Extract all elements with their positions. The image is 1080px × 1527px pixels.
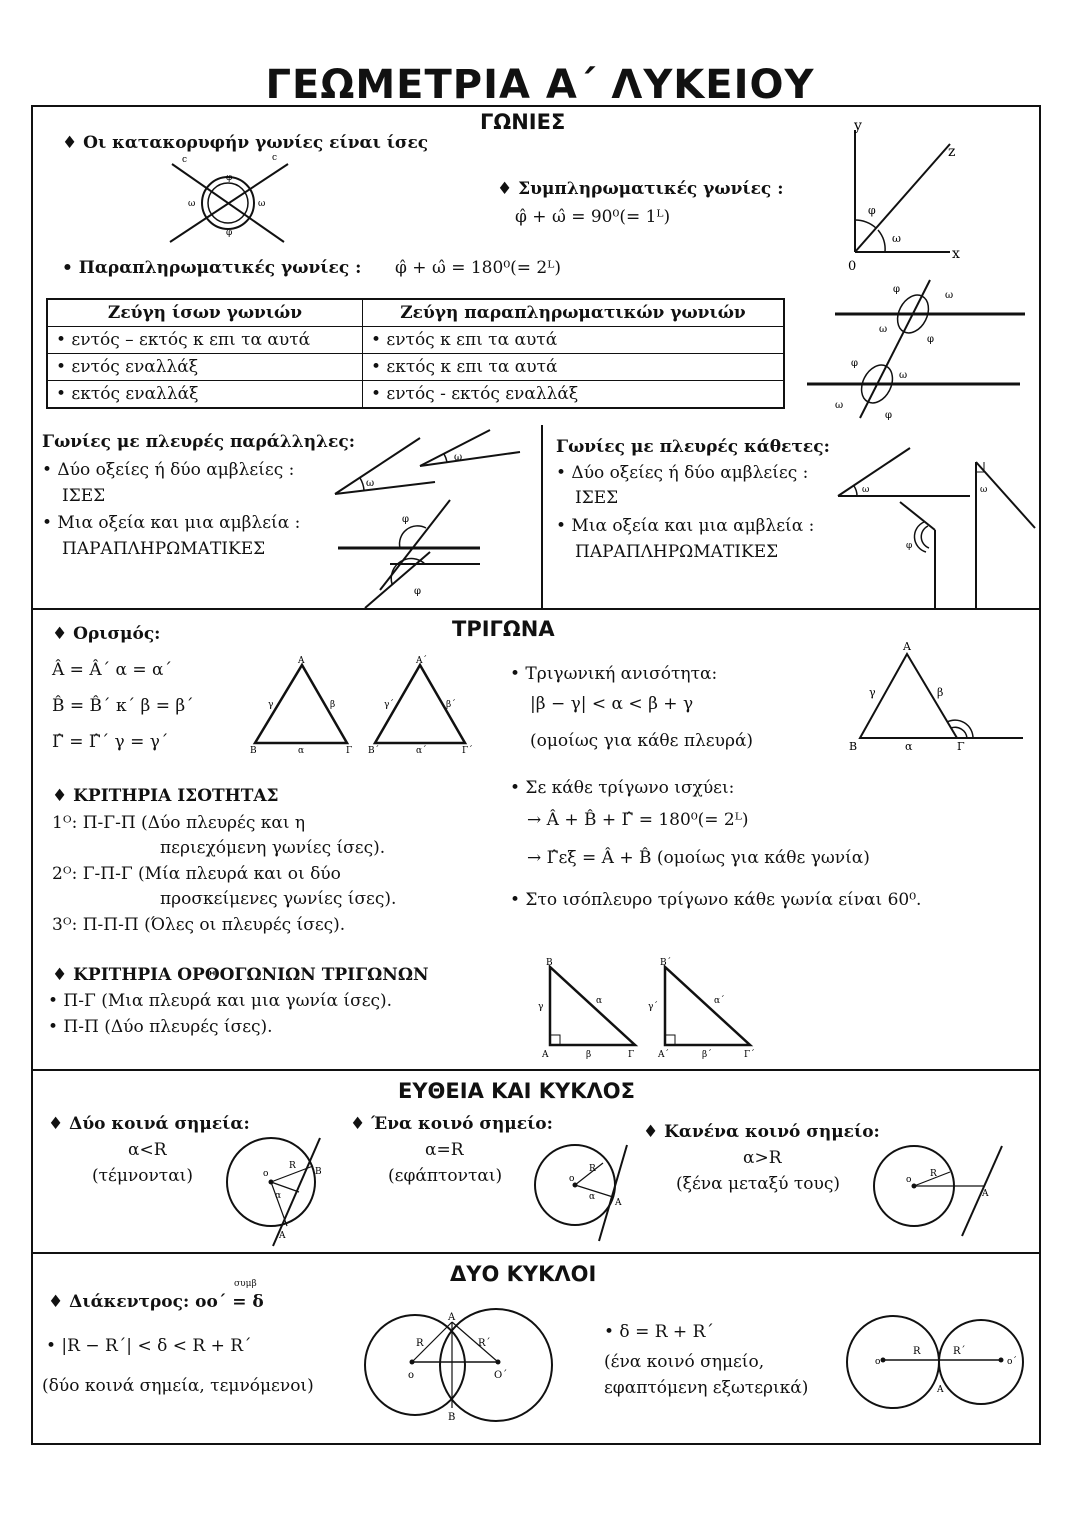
divider-two-circles xyxy=(31,1252,1041,1254)
divider-triangles xyxy=(31,608,1041,610)
svg-text:φ: φ xyxy=(927,334,935,345)
right-triangles-figure xyxy=(530,955,770,1065)
svg-text:φ: φ xyxy=(226,228,233,238)
svg-text:R: R xyxy=(289,1161,296,1171)
svg-text:R: R xyxy=(589,1164,596,1174)
svg-text:Γ: Γ xyxy=(346,746,353,756)
tangent-line-figure xyxy=(527,1135,637,1245)
svg-text:φ: φ xyxy=(402,514,410,525)
svg-text:A: A xyxy=(903,640,911,653)
criteria-line: 2ᴼ: Γ-Π-Γ (Μία πλευρά και οι δύο xyxy=(52,864,341,884)
angle-pairs-table xyxy=(46,298,785,409)
equal-triangles-figure xyxy=(250,655,490,755)
svg-text:B΄: B΄ xyxy=(368,746,380,756)
externally-tangent-circles-figure xyxy=(845,1320,1025,1410)
svg-text:α: α xyxy=(905,740,913,753)
line-circle-heading: ΕΥΘΕΙΑ ΚΑΙ ΚΥΚΛΟΣ xyxy=(398,1079,635,1103)
tangent-circles-note: εφαπτόμενη εξωτερικά) xyxy=(604,1378,809,1398)
svg-text:Γ΄: Γ΄ xyxy=(462,746,473,756)
criteria-line: περιεχόμενη γωνίες ίσες). xyxy=(160,838,386,858)
complementary-text: ♦ Συμπληρωματικές γωνίες : xyxy=(497,179,784,199)
svg-text:φ: φ xyxy=(414,586,422,597)
one-point-label: ♦ Ένα κοινό σημείο: xyxy=(350,1114,553,1134)
svg-text:x: x xyxy=(952,246,960,262)
svg-text:ω: ω xyxy=(892,232,901,245)
svg-text:A: A xyxy=(279,1231,286,1241)
inequality-title: • Τριγωνική ανισότητα: xyxy=(510,664,718,684)
disjoint-line-figure xyxy=(870,1140,1010,1240)
supplementary-formula: φ̂ + ω̂ = 180⁰(= 2ᴸ) xyxy=(395,258,561,278)
parallel-case-2: • Μια οξεία και μια αμβλεία : xyxy=(42,513,301,533)
svg-text:R΄: R΄ xyxy=(953,1346,966,1357)
svg-text:B΄: B΄ xyxy=(660,958,672,968)
perpendicular-sides-figure xyxy=(830,440,1040,608)
table-row xyxy=(47,327,784,354)
right-criteria-title: ♦ ΚΡΙΤΗΡΙΑ ΟΡΘΟΓΩΝΙΩΝ ΤΡΙΓΩΝΩΝ xyxy=(52,965,429,985)
table-cell: • εντός – εκτός κ επι τα αυτά xyxy=(47,327,362,354)
inequality-formula: |β − γ| < α < β + γ xyxy=(530,694,694,714)
two-points-relation: α<R xyxy=(128,1140,167,1160)
one-point-note: (εφάπτονται) xyxy=(388,1166,503,1186)
svg-text:γ: γ xyxy=(268,700,274,710)
svg-text:A΄: A΄ xyxy=(658,1050,669,1060)
criteria-line: 3ᴼ: Π-Π-Π (Όλες οι πλευρές ίσες). xyxy=(52,915,346,935)
criteria-title: ♦ ΚΡΙΤΗΡΙΑ ΙΣΟΤΗΤΑΣ xyxy=(52,786,279,806)
svg-text:Γ΄: Γ΄ xyxy=(744,1050,755,1060)
no-point-relation: α>R xyxy=(743,1148,782,1168)
svg-text:α: α xyxy=(589,1192,596,1202)
svg-text:A: A xyxy=(937,1385,944,1395)
table-row xyxy=(47,354,784,381)
svg-text:φ: φ xyxy=(906,541,913,551)
svg-text:B: B xyxy=(849,740,858,753)
svg-text:A: A xyxy=(982,1189,989,1199)
svg-text:0: 0 xyxy=(848,259,857,274)
svg-text:A: A xyxy=(542,1050,549,1060)
angles-heading: ΓΩΝΙΕΣ xyxy=(480,110,566,134)
triangle-inequality-figure xyxy=(845,640,1035,755)
svg-text:ω: ω xyxy=(188,199,196,209)
svg-text:o: o xyxy=(569,1174,575,1184)
svg-text:φ: φ xyxy=(893,284,901,295)
svg-text:B: B xyxy=(250,746,257,756)
perpendicular-title: Γωνίες με πλευρές κάθετες: xyxy=(556,437,830,457)
svg-text:γ΄: γ΄ xyxy=(384,700,394,710)
supplementary-text: • Παραπληρωματικές γωνίες : xyxy=(62,258,362,278)
criteria-line: προσκείμενες γωνίες ίσες). xyxy=(160,889,397,909)
svg-text:Γ: Γ xyxy=(957,740,965,753)
one-point-relation: α=R xyxy=(425,1140,464,1160)
svg-text:ω: ω xyxy=(835,400,844,411)
table-cell: • εντός - εκτός εναλλάξ xyxy=(362,381,784,409)
svg-text:c: c xyxy=(182,155,188,165)
svg-text:γ΄: γ΄ xyxy=(648,1002,658,1012)
svg-text:β: β xyxy=(937,686,944,699)
svg-text:ω: ω xyxy=(366,478,375,489)
triangles-heading: ΤΡΙΓΩΝΑ xyxy=(452,617,555,641)
svg-text:γ: γ xyxy=(869,686,876,699)
center-distance-note: συμβ xyxy=(234,1279,257,1289)
svg-text:y: y xyxy=(854,118,862,134)
svg-text:o: o xyxy=(906,1175,912,1185)
parallel-lines-transversal-figure xyxy=(805,280,1035,420)
perpendicular-case-1: • Δύο οξείες ή δύο αμβλείες : xyxy=(556,463,809,483)
svg-text:A: A xyxy=(298,656,305,666)
complementary-figure xyxy=(840,118,980,274)
svg-text:ω: ω xyxy=(258,199,266,209)
intersecting-case: • |R − R΄| < δ < R + R΄ xyxy=(46,1336,252,1356)
svg-text:ω: ω xyxy=(879,324,888,335)
svg-text:γ: γ xyxy=(538,1002,544,1012)
svg-text:φ: φ xyxy=(868,204,876,217)
table-header-supplementary: Ζεύγη παραπληρωματικών γωνιών xyxy=(362,299,784,327)
svg-text:β΄: β΄ xyxy=(702,1050,712,1060)
svg-text:R: R xyxy=(416,1338,424,1349)
svg-text:R: R xyxy=(930,1169,937,1179)
vertical-angles-figure xyxy=(160,150,300,250)
no-point-note: (ξένα μεταξύ τους) xyxy=(676,1174,840,1194)
svg-text:A΄: A΄ xyxy=(416,656,427,666)
svg-text:R΄: R΄ xyxy=(478,1338,491,1349)
svg-text:ω: ω xyxy=(454,452,463,463)
svg-text:B: B xyxy=(546,958,553,968)
table-cell: • εκτός κ επι τα αυτά xyxy=(362,354,784,381)
svg-text:B: B xyxy=(315,1167,322,1177)
svg-text:ω: ω xyxy=(980,485,988,495)
two-points-label: ♦ Δύο κοινά σημεία: xyxy=(48,1114,250,1134)
svg-text:ω: ω xyxy=(945,290,954,301)
svg-text:B: B xyxy=(448,1412,456,1423)
tangent-circles-case: • δ = R + R΄ xyxy=(604,1322,714,1342)
right-criteria-2: • Π-Π (Δύο πλευρές ίσες). xyxy=(48,1017,273,1037)
parallel-case-2-result: ΠΑΡΑΠΛΗΡΩΜΑΤΙΚΕΣ xyxy=(62,539,266,559)
two-circles-heading: ΔΥΟ ΚΥΚΛΟΙ xyxy=(450,1262,597,1286)
svg-text:φ: φ xyxy=(226,173,233,183)
svg-text:φ: φ xyxy=(885,410,893,421)
page-title: ΓΕΩΜΕΤΡΙΑ Α΄ ΛΥΚΕΙΟΥ xyxy=(265,62,815,108)
parallel-sides-figure xyxy=(330,430,530,608)
table-cell: • εντός εναλλάξ xyxy=(47,354,362,381)
definition-label: ♦ Ορισμός: xyxy=(52,624,161,644)
perpendicular-case-1-result: ΙΣΕΣ xyxy=(575,488,619,508)
every-triangle-text: • Σε κάθε τρίγωνο ισχύει: xyxy=(510,778,735,798)
svg-text:O΄: O΄ xyxy=(494,1370,508,1381)
exterior-angle-rule: → Γ̂εξ = Â + B̂ (ομοίως για κάθε γωνία) xyxy=(527,848,870,868)
table-cell: • εντός κ επι τα αυτά xyxy=(362,327,784,354)
svg-text:β΄: β΄ xyxy=(446,700,456,710)
two-points-note: (τέμνονται) xyxy=(92,1166,193,1186)
vertical-angles-text: ♦ Οι κατακορυφήν γωνίες είναι ίσες xyxy=(62,133,429,153)
right-criteria-1: • Π-Γ (Μια πλευρά και μια γωνία ίσες). xyxy=(48,991,393,1011)
svg-text:β: β xyxy=(586,1050,592,1060)
table-header-equal: Ζεύγη ίσων γωνιών xyxy=(47,299,362,327)
svg-text:ω: ω xyxy=(862,485,870,495)
criteria-line: 1ᴼ: Π-Γ-Π (Δύο πλευρές και η xyxy=(52,813,306,833)
svg-text:α΄: α΄ xyxy=(714,996,725,1006)
svg-text:α: α xyxy=(275,1191,282,1201)
no-point-label: ♦ Κανένα κοινό σημείο: xyxy=(643,1122,880,1142)
svg-text:o: o xyxy=(263,1169,269,1179)
svg-text:Γ: Γ xyxy=(628,1050,635,1060)
inequality-note: (ομοίως για κάθε πλευρά) xyxy=(530,731,754,751)
parallel-case-1-result: ΙΣΕΣ xyxy=(62,486,106,506)
parallel-title: Γωνίες με πλευρές παράλληλες: xyxy=(42,432,355,452)
equilateral-rule: • Στο ισόπλευρο τρίγωνο κάθε γωνία είναι 60⁰. xyxy=(510,890,922,910)
svg-text:α: α xyxy=(596,996,603,1006)
perpendicular-case-2: • Μια οξεία και μια αμβλεία : xyxy=(556,516,815,536)
svg-text:α΄: α΄ xyxy=(416,746,427,756)
svg-text:α: α xyxy=(298,746,305,756)
table-row xyxy=(47,381,784,409)
svg-text:A: A xyxy=(615,1198,622,1208)
svg-text:o: o xyxy=(875,1357,881,1367)
intersecting-note: (δύο κοινά σημεία, τεμνόμενοι) xyxy=(42,1376,314,1396)
secant-line-figure xyxy=(215,1130,345,1250)
intersecting-circles-figure xyxy=(360,1310,560,1423)
perpendicular-case-2-result: ΠΑΡΑΠΛΗΡΩΜΑΤΙΚΕΣ xyxy=(575,542,779,562)
svg-text:β: β xyxy=(330,700,336,710)
definition-row: B̂ = B̂΄ κ΄ β = β΄ xyxy=(52,696,194,716)
parallel-case-1: • Δύο οξείες ή δύο αμβλείες : xyxy=(42,460,295,480)
center-distance-text: ♦ Διάκεντρος: οο΄ = δ xyxy=(48,1292,264,1312)
svg-text:φ: φ xyxy=(851,358,859,369)
svg-text:o΄: o΄ xyxy=(1007,1357,1017,1367)
divider-line-circle xyxy=(31,1069,1041,1071)
definition-row: Â = Â΄ α = α΄ xyxy=(52,660,173,680)
svg-text:z: z xyxy=(948,144,956,160)
svg-text:R: R xyxy=(913,1346,921,1357)
svg-text:A: A xyxy=(448,1312,456,1323)
definition-row: Γ̂ = Γ̂΄ γ = γ΄ xyxy=(52,732,169,752)
tangent-circles-note: (ένα κοινό σημείο, xyxy=(604,1352,765,1372)
svg-text:ω: ω xyxy=(899,370,908,381)
svg-text:c: c xyxy=(272,153,278,163)
complementary-formula: φ̂ + ω̂ = 90⁰(= 1ᴸ) xyxy=(515,207,671,227)
table-cell: • εκτός εναλλάξ xyxy=(47,381,362,409)
divider-vertical-angles xyxy=(541,425,543,608)
angle-sum-rule: → Â + B̂ + Γ̂ = 180⁰(= 2ᴸ) xyxy=(527,810,749,830)
svg-text:o: o xyxy=(408,1370,415,1381)
